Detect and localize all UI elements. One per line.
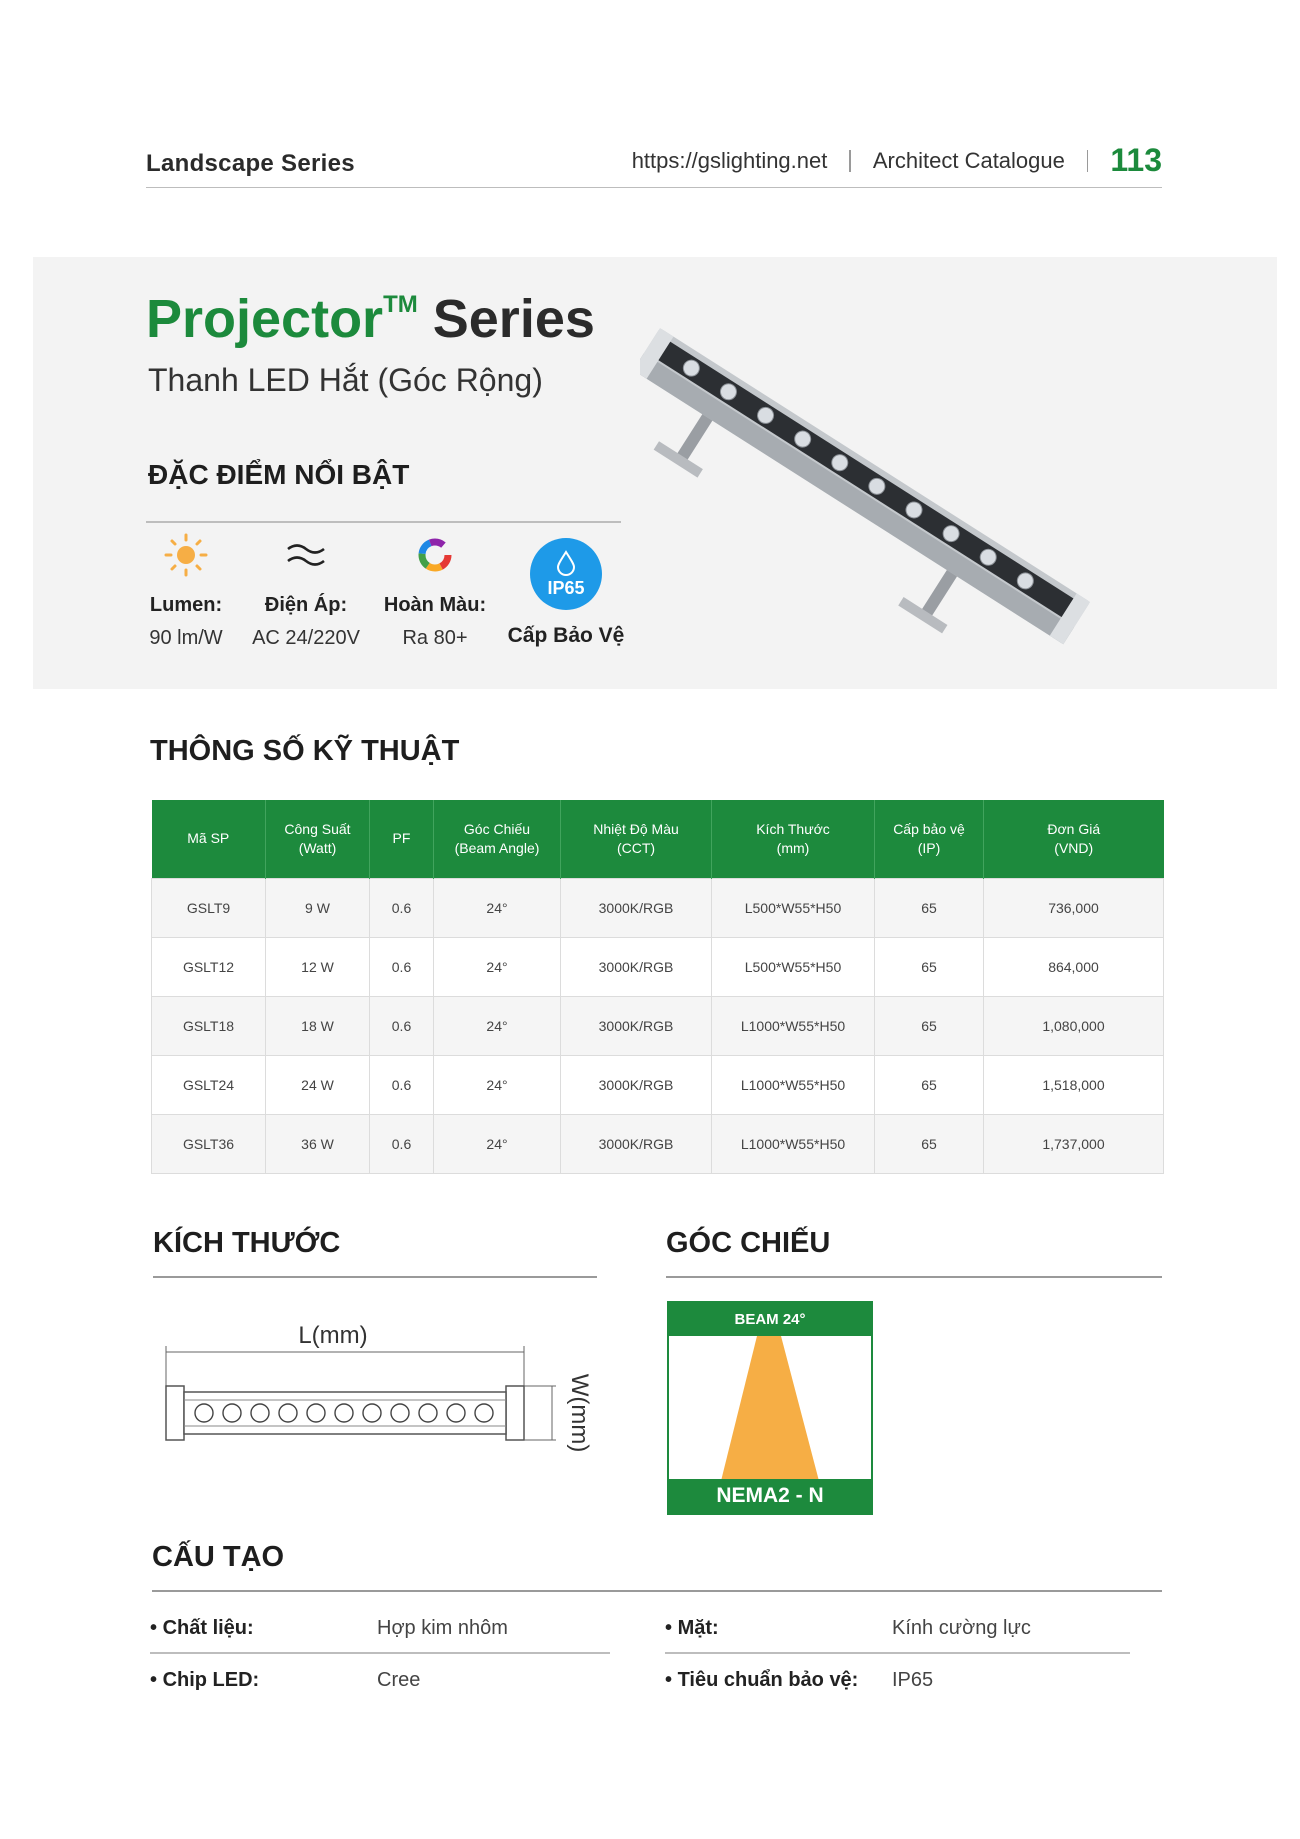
table-cell: L1000*W55*H50 xyxy=(712,1114,875,1173)
table-row xyxy=(152,1055,1164,1114)
table-cell: 0.6 xyxy=(370,937,434,996)
page-number: 113 xyxy=(1110,142,1162,178)
col-header: Đơn Giá (VND) xyxy=(984,800,1164,878)
table-row xyxy=(152,878,1164,937)
table-row xyxy=(152,937,1164,996)
col-header: Kích Thước (mm) xyxy=(712,800,875,878)
table-cell: 1,737,000 xyxy=(984,1114,1164,1173)
spec-table xyxy=(151,800,1164,1174)
features-heading: ĐẶC ĐIỂM NỔI BẬT xyxy=(148,459,410,490)
table-cell: 65 xyxy=(875,878,984,937)
feature-lumen xyxy=(136,532,236,650)
product-subtitle: Thanh LED Hắt (Góc Rộng) xyxy=(148,362,543,398)
table-cell: 3000K/RGB xyxy=(561,937,712,996)
led-circle-icon xyxy=(251,1404,269,1422)
col-header: Cấp bảo vệ (IP) xyxy=(875,800,984,878)
table-cell: 3000K/RGB xyxy=(561,1055,712,1114)
table-cell: L1000*W55*H50 xyxy=(712,1055,875,1114)
table-cell: 0.6 xyxy=(370,1055,434,1114)
dimension-drawing xyxy=(160,1310,600,1460)
table-row xyxy=(152,996,1164,1055)
beam-angle-label: BEAM 24° xyxy=(669,1303,871,1336)
table-row xyxy=(152,1114,1164,1173)
table-cell: 18 W xyxy=(266,996,370,1055)
table-cell: 65 xyxy=(875,1055,984,1114)
led-circle-icon xyxy=(391,1404,409,1422)
construction-item xyxy=(150,1669,610,1699)
table-cell: 24 W xyxy=(266,1055,370,1114)
construction-value: IP65 xyxy=(892,1669,934,1691)
product-title xyxy=(146,288,595,350)
table-cell: GSLT36 xyxy=(152,1114,266,1173)
width-label: W(mm) xyxy=(566,1373,593,1453)
ip-label: Cấp Bảo Vệ xyxy=(507,624,625,647)
led-circle-icon xyxy=(447,1404,465,1422)
led-circle-icon xyxy=(335,1404,353,1422)
feature-value: AC 24/220V xyxy=(252,627,360,649)
col-header: PF xyxy=(370,800,434,878)
nema-label: NEMA2 - N xyxy=(669,1479,871,1513)
series-name: Landscape Series xyxy=(146,150,355,177)
product-name: Projector xyxy=(146,289,384,349)
feature-cri xyxy=(380,532,490,650)
table-cell: 864,000 xyxy=(984,937,1164,996)
table-cell: 65 xyxy=(875,937,984,996)
beam-cone xyxy=(669,1336,871,1481)
table-cell: 1,518,000 xyxy=(984,1055,1164,1114)
feature-value: Ra 80+ xyxy=(402,627,468,649)
col-header: Nhiệt Độ Màu (CCT) xyxy=(561,800,712,878)
feature-label: Lumen: xyxy=(149,594,223,616)
table-cell: 24° xyxy=(434,1114,561,1173)
led-circle-icon xyxy=(363,1404,381,1422)
table-cell: GSLT24 xyxy=(152,1055,266,1114)
end-cap-icon xyxy=(166,1386,184,1440)
beam-cone-shape xyxy=(721,1336,819,1481)
ac-voltage-icon xyxy=(285,540,327,570)
series-word: Series xyxy=(432,289,595,349)
dimensions-divider xyxy=(153,1276,597,1278)
table-cell: 24° xyxy=(434,937,561,996)
construction-divider xyxy=(152,1590,1162,1592)
table-cell: GSLT18 xyxy=(152,996,266,1055)
product-image xyxy=(640,300,1180,650)
end-cap-icon xyxy=(506,1386,524,1440)
led-circle-icon xyxy=(475,1404,493,1422)
led-circle-icon xyxy=(223,1404,241,1422)
table-cell: 65 xyxy=(875,996,984,1055)
table-cell: 0.6 xyxy=(370,996,434,1055)
trademark: TM xyxy=(383,291,418,318)
bar-lens xyxy=(657,341,1075,619)
header-divider xyxy=(849,150,851,172)
table-header-row xyxy=(152,800,1164,878)
construction-key: • Chất liệu: xyxy=(150,1617,254,1639)
beam-heading: GÓC CHIẾU xyxy=(666,1227,831,1259)
row-divider xyxy=(150,1652,610,1654)
table-cell: 24° xyxy=(434,878,561,937)
feature-voltage xyxy=(244,532,368,650)
construction-item xyxy=(150,1617,610,1647)
table-cell: 36 W xyxy=(266,1114,370,1173)
table-cell: 65 xyxy=(875,1114,984,1173)
construction-item xyxy=(665,1617,1130,1647)
construction-item xyxy=(665,1669,1130,1699)
dimensions-heading: KÍCH THƯỚC xyxy=(153,1227,341,1259)
beam-diagram xyxy=(667,1301,873,1515)
construction-key: • Tiêu chuẩn bảo vệ: xyxy=(665,1669,859,1691)
feature-label: Điện Áp: xyxy=(264,594,348,616)
led-circle-icon xyxy=(279,1404,297,1422)
table-cell: 736,000 xyxy=(984,878,1164,937)
table-cell: 9 W xyxy=(266,878,370,937)
table-cell: 24° xyxy=(434,1055,561,1114)
water-drop-icon xyxy=(555,550,577,576)
led-circle-icon xyxy=(419,1404,437,1422)
construction-heading: CẤU TẠO xyxy=(152,1541,285,1573)
table-cell: 3000K/RGB xyxy=(561,1114,712,1173)
table-cell: L500*W55*H50 xyxy=(712,878,875,937)
construction-value: Cree xyxy=(377,1669,421,1691)
row-divider xyxy=(665,1652,1130,1654)
table-cell: 0.6 xyxy=(370,878,434,937)
construction-value: Kính cường lực xyxy=(892,1617,1031,1639)
sun-icon xyxy=(164,533,208,577)
catalogue-name: Architect Catalogue xyxy=(872,147,1065,173)
ip-badge-text: IP65 xyxy=(547,577,585,598)
header-divider xyxy=(1087,150,1089,172)
bar-side xyxy=(640,353,1074,644)
table-cell: 24° xyxy=(434,996,561,1055)
beam-divider xyxy=(666,1276,1162,1278)
features-divider xyxy=(146,521,621,523)
table-cell: 3000K/RGB xyxy=(561,878,712,937)
col-header: Mã SP xyxy=(152,800,266,878)
feature-ip xyxy=(506,538,626,648)
table-cell: 0.6 xyxy=(370,1114,434,1173)
led-circle-icon xyxy=(195,1404,213,1422)
construction-key: • Mặt: xyxy=(665,1617,719,1639)
table-cell: 3000K/RGB xyxy=(561,996,712,1055)
color-wheel-icon xyxy=(418,538,452,572)
ip-badge xyxy=(530,538,602,610)
led-circle-icon xyxy=(307,1404,325,1422)
specs-heading: THÔNG SỐ KỸ THUẬT xyxy=(150,735,460,767)
col-header: Góc Chiếu (Beam Angle) xyxy=(434,800,561,878)
page-header xyxy=(146,140,1162,188)
table-cell: L1000*W55*H50 xyxy=(712,996,875,1055)
header-right xyxy=(632,142,1162,179)
table-cell: GSLT9 xyxy=(152,878,266,937)
table-cell: 12 W xyxy=(266,937,370,996)
table-cell: 1,080,000 xyxy=(984,996,1164,1055)
construction-key: • Chip LED: xyxy=(150,1669,260,1691)
table-cell: GSLT12 xyxy=(152,937,266,996)
table-cell: L500*W55*H50 xyxy=(712,937,875,996)
feature-value: 90 lm/W xyxy=(149,627,223,649)
length-label: L(mm) xyxy=(298,1322,368,1349)
website-link[interactable]: https://gslighting.net xyxy=(631,147,828,173)
col-header: Công Suất (Watt) xyxy=(266,800,370,878)
construction-value: Hợp kim nhôm xyxy=(377,1617,508,1639)
feature-label: Hoàn Màu: xyxy=(383,594,487,616)
